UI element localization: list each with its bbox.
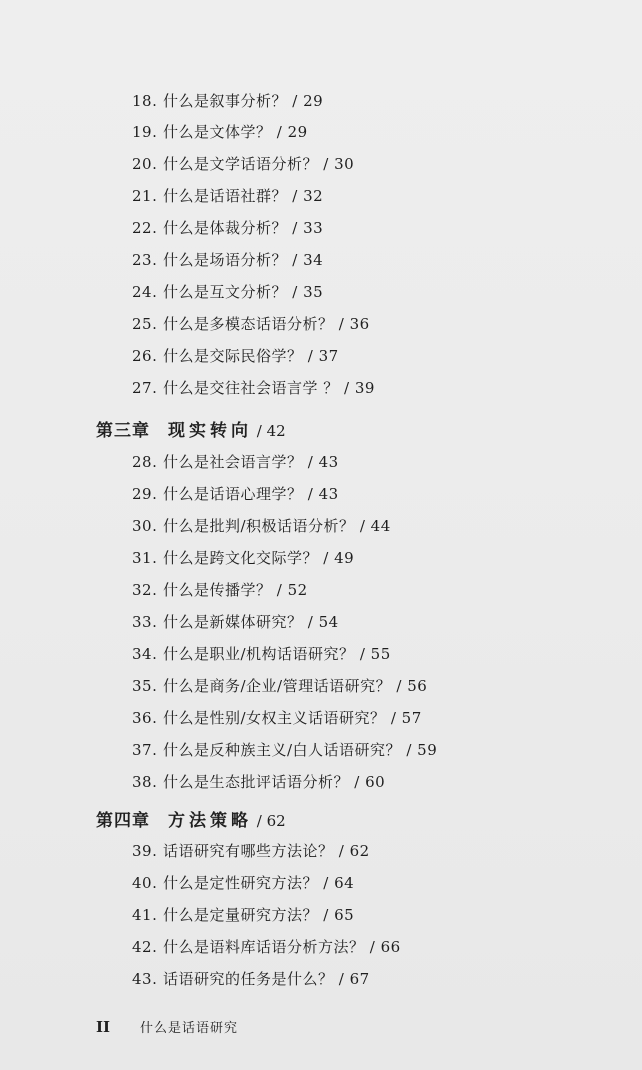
toc-entry — [132, 968, 370, 989]
chapter-title: 现实转向 — [168, 421, 252, 441]
chapter-heading — [96, 416, 286, 441]
toc-entry — [132, 936, 401, 957]
toc-entry — [132, 675, 427, 696]
chapter-number: 第四章 — [96, 811, 150, 831]
toc-entry-text: 话语研究有哪些方法论？ / 62 — [163, 842, 370, 860]
toc-entry — [132, 90, 323, 111]
toc-entry-text: 什么是交往社会语言学 ？ / 39 — [163, 379, 375, 397]
toc-entry — [132, 345, 339, 366]
toc-entry-number: 41. — [132, 906, 158, 924]
page-footer — [96, 1017, 238, 1036]
toc-entry — [132, 377, 375, 398]
toc-entry — [132, 643, 391, 664]
toc-entry-number: 35. — [132, 677, 158, 695]
chapter-title: 方法策略 — [168, 811, 252, 831]
toc-entry — [132, 217, 323, 238]
toc-entry-number: 23. — [132, 251, 158, 269]
toc-entry — [132, 281, 323, 302]
toc-entry-number: 21. — [132, 187, 158, 205]
toc-entry — [132, 515, 391, 536]
toc-entry — [132, 185, 323, 206]
running-title: 什么是话语研究 — [140, 1021, 239, 1036]
toc-entry — [132, 840, 370, 861]
toc-entry-text: 什么是场语分析？ / 34 — [163, 251, 324, 269]
toc-entry-text: 什么是叙事分析？ / 29 — [163, 92, 324, 110]
toc-entry-number: 27. — [132, 379, 158, 397]
toc-entry — [132, 904, 354, 925]
toc-entry-number: 32. — [132, 581, 158, 599]
toc-entry — [132, 249, 323, 270]
toc-entry — [132, 451, 339, 472]
toc-entry-text: 什么是传播学？ / 52 — [163, 581, 308, 599]
chapter-page: / 62 — [252, 812, 286, 830]
toc-entry — [132, 707, 422, 728]
toc-entry-text: 什么是反种族主义/白人话语研究？ / 59 — [163, 741, 438, 759]
toc-entry-text: 什么是定性研究方法？ / 64 — [163, 874, 355, 892]
toc-entry-number: 24. — [132, 283, 158, 301]
toc-entry — [132, 121, 308, 142]
chapter-heading — [96, 806, 286, 831]
toc-entry-text: 什么是文体学？ / 29 — [163, 123, 308, 141]
toc-entry-number: 36. — [132, 709, 158, 727]
toc-entry-text: 什么是话语心理学？ / 43 — [163, 485, 339, 503]
toc-entry — [132, 771, 385, 792]
toc-entry-text: 什么是话语社群？ / 32 — [163, 187, 324, 205]
toc-entry — [132, 872, 354, 893]
toc-entry-text: 什么是新媒体研究？ / 54 — [163, 613, 339, 631]
toc-entry-number: 39. — [132, 842, 158, 860]
toc-entry-number: 40. — [132, 874, 158, 892]
toc-entry-text: 什么是交际民俗学？ / 37 — [163, 347, 339, 365]
toc-entry — [132, 579, 308, 600]
toc-entry-text: 什么是文学话语分析？ / 30 — [163, 155, 355, 173]
toc-entry-text: 什么是体裁分析？ / 33 — [163, 219, 324, 237]
toc-entry-number: 19. — [132, 123, 158, 141]
toc-entry-text: 什么是性别/女权主义话语研究？ / 57 — [163, 709, 422, 727]
toc-entry-number: 43. — [132, 970, 158, 988]
toc-entry-number: 31. — [132, 549, 158, 567]
toc-entry — [132, 153, 354, 174]
toc-entry-text: 什么是商务/企业/管理话语研究？ / 56 — [163, 677, 428, 695]
toc-entry-number: 33. — [132, 613, 158, 631]
toc-entry-text: 话语研究的任务是什么？ / 67 — [163, 970, 370, 988]
toc-entry-text: 什么是语料库话语分析方法？ / 66 — [163, 938, 401, 956]
toc-entry — [132, 313, 370, 334]
toc-entry-text: 什么是跨文化交际学？ / 49 — [163, 549, 355, 567]
toc-entry-number: 20. — [132, 155, 158, 173]
toc-entry-number: 38. — [132, 773, 158, 791]
toc-entry-number: 25. — [132, 315, 158, 333]
toc-entry-text: 什么是定量研究方法？ / 65 — [163, 906, 355, 924]
toc-entry-number: 22. — [132, 219, 158, 237]
chapter-page: / 42 — [252, 422, 286, 440]
toc-entry — [132, 547, 354, 568]
toc-entry-number: 29. — [132, 485, 158, 503]
toc-entry-text: 什么是多模态话语分析？ / 36 — [163, 315, 370, 333]
chapter-number: 第三章 — [96, 421, 150, 441]
toc-entry-number: 42. — [132, 938, 158, 956]
toc-entry-text: 什么是生态批评话语分析？ / 60 — [163, 773, 386, 791]
toc-entry-text: 什么是批判/积极话语分析？ / 44 — [163, 517, 391, 535]
toc-entry-number: 30. — [132, 517, 158, 535]
toc-entry-number: 34. — [132, 645, 158, 663]
toc-entry-text: 什么是社会语言学？ / 43 — [163, 453, 339, 471]
toc-entry-text: 什么是职业/机构话语研究？ / 55 — [163, 645, 391, 663]
toc-entry — [132, 483, 339, 504]
toc-entry-text: 什么是互文分析？ / 35 — [163, 283, 324, 301]
page-number: II — [96, 1018, 111, 1036]
toc-entry-number: 18. — [132, 92, 158, 110]
toc-entry-number: 26. — [132, 347, 158, 365]
toc-entry — [132, 611, 339, 632]
toc-entry — [132, 739, 437, 760]
toc-entry-number: 37. — [132, 741, 158, 759]
toc-entry-number: 28. — [132, 453, 158, 471]
